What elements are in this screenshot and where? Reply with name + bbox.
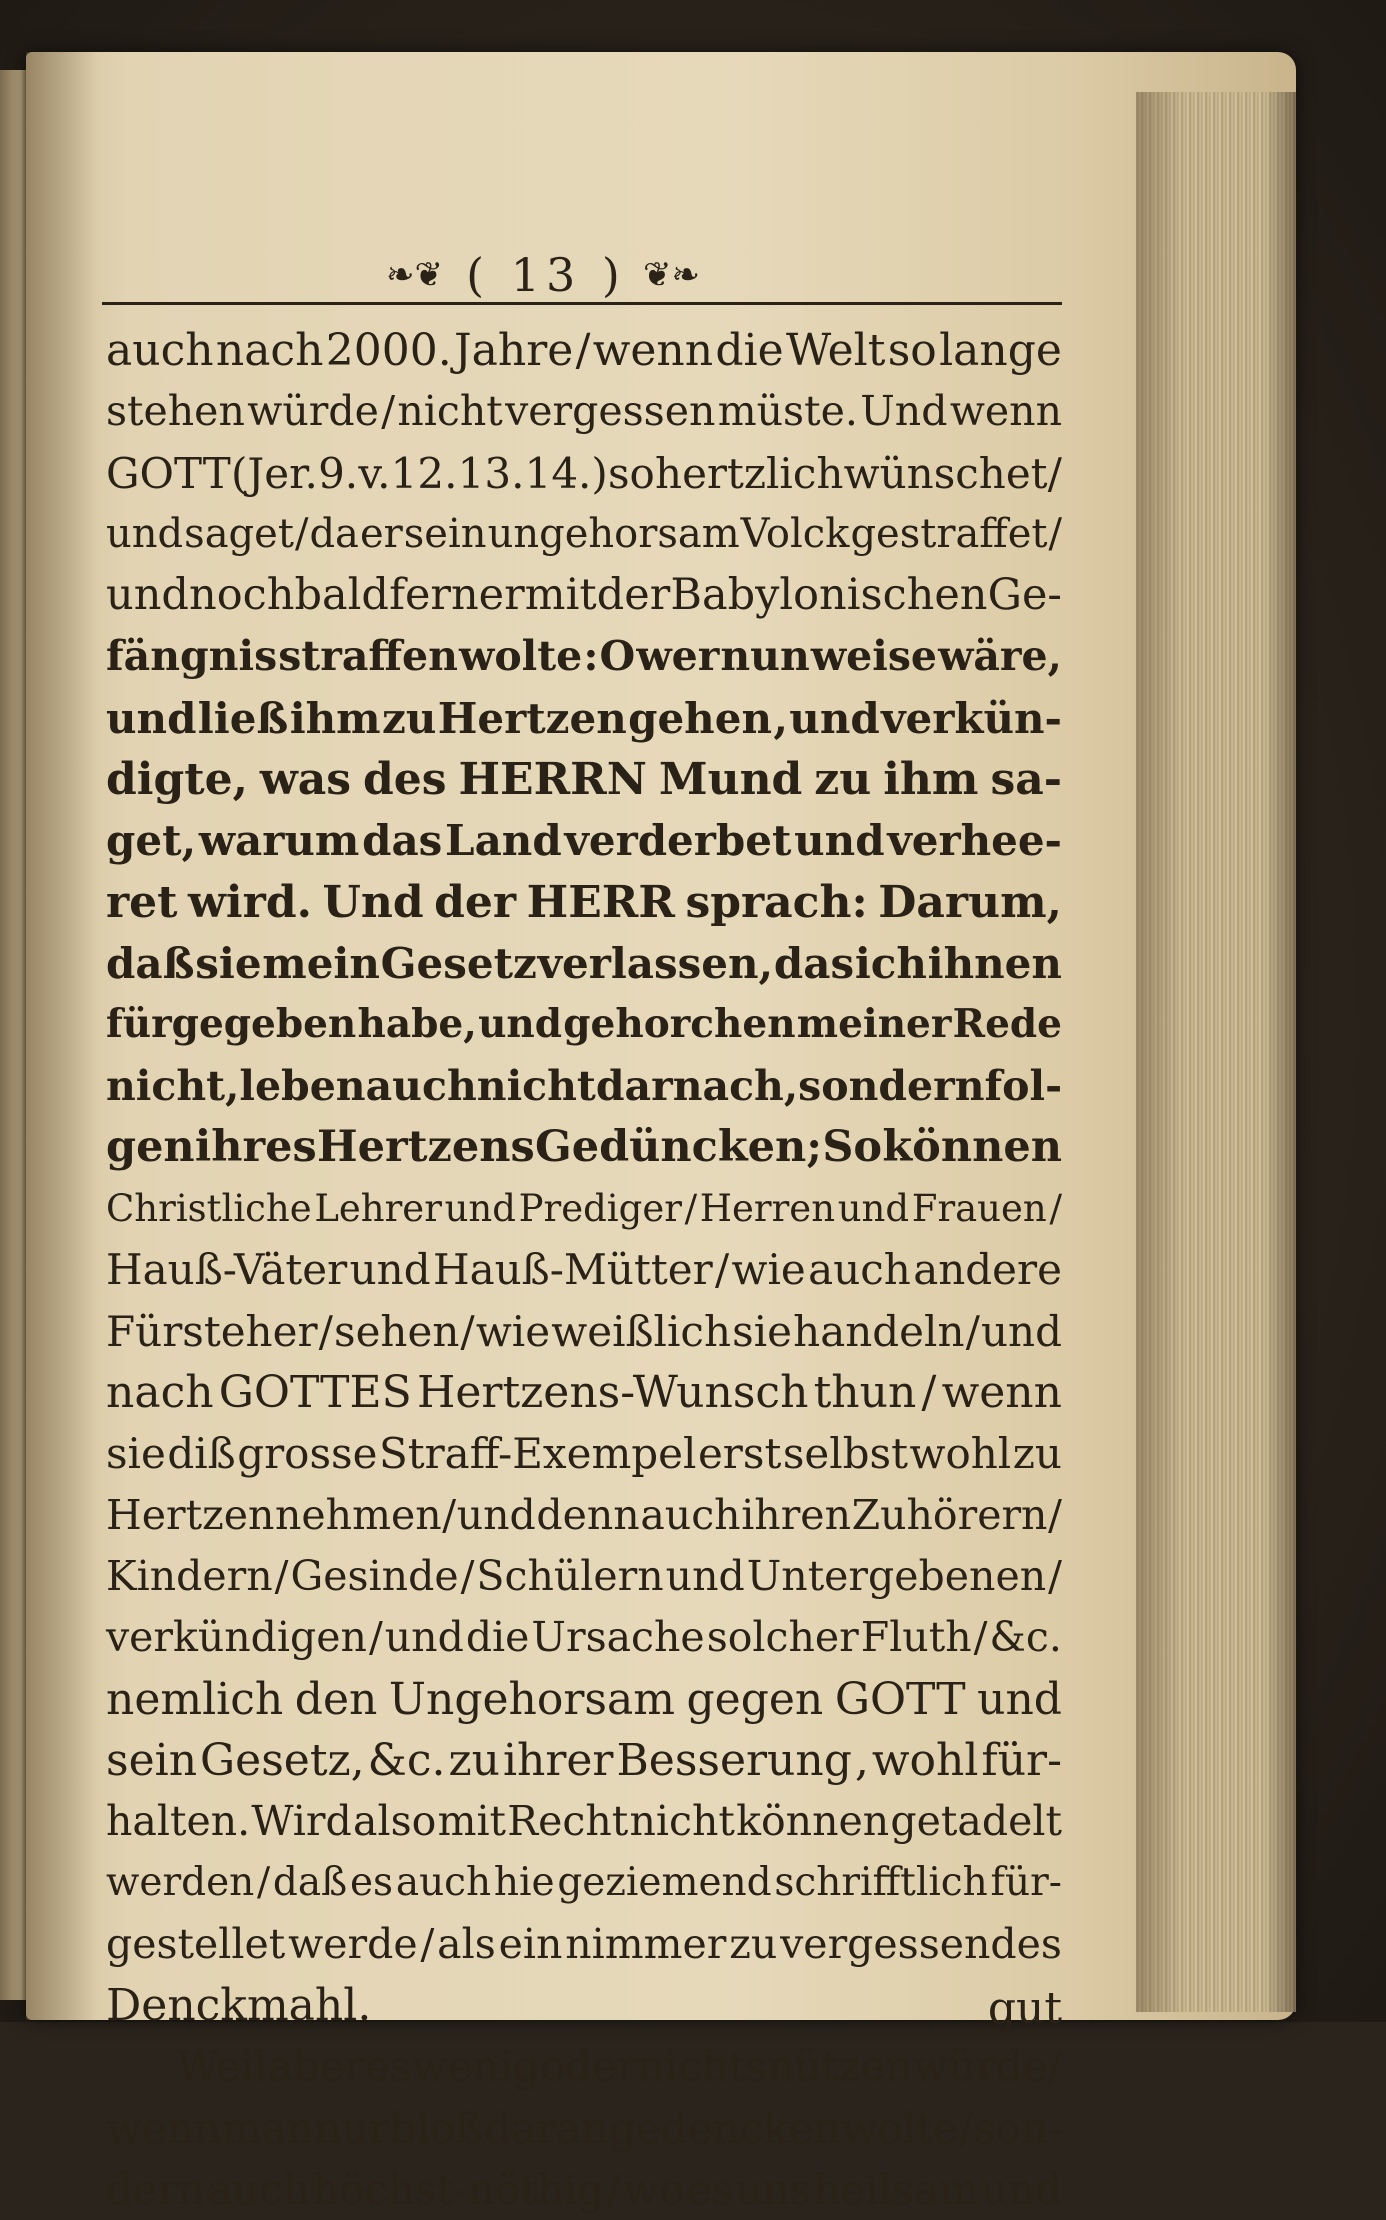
gutter-shadow: [26, 52, 96, 2020]
text-line: Denckmahl.: [106, 1980, 372, 2032]
text-line: und ließ ihm zu Hertzen gehen , und verkün-: [106, 693, 1062, 743]
text-line: halten. Wird also mit Recht nicht können getadelt: [106, 1797, 1062, 1846]
text-line: wenn man nur bloß daran gedencken wolte / son-: [106, 2103, 1062, 2153]
text-line: verkündigen / und die Ursache solcher Fluth / &c.: [106, 1613, 1062, 1662]
text-line: ret wird. Und der HERR sprach: Darum,: [106, 876, 1062, 928]
text-line: Kindern / Gesinde / Schülern und Untergebenen /: [106, 1551, 1062, 1600]
text-line: gen ihres Hertzens Gedüncken; So können: [106, 1121, 1062, 1172]
text-line: sein Gesetz, &c. zu ihrer Besserung , wohl für-: [106, 1734, 1062, 1786]
text-line: und saget / da er sein ungehorsam Volck gestraffet /: [106, 510, 1062, 557]
text-line: gestellet werde / als ein nimmer zu vergessendes: [106, 1919, 1062, 1968]
page-block-shade: [1136, 92, 1296, 2012]
text-line: auch nach 2000. Jahre / wenn die Welt so lange: [106, 325, 1062, 376]
text-line: digte, was des HERRN Mund zu ihm sa-: [106, 754, 1062, 806]
text-line: nemlich den Ungehorsam gegen GOTT und: [106, 1673, 1062, 1725]
text-line: Hertzen nehmen / und denn auch ihren Zuhörern /: [106, 1490, 1062, 1539]
text-line: fürgegeben habe, und gehorchen meiner Rede: [106, 1001, 1062, 1048]
text-line: Fürsteher / sehen / wie weißlich sie handeln / und: [106, 1306, 1062, 1356]
text-line: und noch bald ferner mit der Babylonischen Ge-: [106, 570, 1062, 621]
text-line: dern auch höchst-nöthig / wo es uns heilsam und: [106, 2164, 1062, 2214]
book-page: [26, 52, 1296, 2214]
text-line: fängnis straffen wolte : O wer nun weise wäre,: [106, 632, 1062, 681]
text-line: werden / daß es auch hie geziemend schrifftlich für-: [106, 1860, 1062, 1906]
text-line: Hauß-Väter und Hauß-Mütter / wie auch andere: [106, 1245, 1062, 1295]
text-line: Christliche Lehrer und Prediger / Herren und Frauen /: [106, 1187, 1062, 1231]
catchword: gut: [987, 1983, 1062, 2034]
text-line: sie diß grosse Straff-Exempel erst selbst wohl zu: [106, 1429, 1062, 1479]
text-line: GOTT (Jer. 9. v. 12. 13. 14.) so hertzlich wünschet /: [106, 448, 1062, 498]
text-line: stehen würde / nicht vergessen müste. Und wenn: [106, 387, 1062, 436]
text-line: get, warum das Land verderbet und verhee-: [106, 816, 1062, 866]
body-text: [106, 320, 1062, 2220]
text-line: Weil aber es wenig oder nichts nützen würde /: [176, 2042, 1062, 2092]
page-number: ( 13 ): [466, 248, 626, 302]
text-line: nicht, leben auch nicht darnach, sondern fol-: [106, 1061, 1063, 1110]
running-head: [26, 208, 1186, 308]
text-line: nach GOTTES Hertzens-Wunsch thun / wenn: [106, 1367, 1062, 1419]
ornament-right: ❦❧: [643, 255, 700, 295]
header-rule: [102, 302, 1062, 305]
text-line: daß sie mein Gesetz verlassen, das ich ihnen: [106, 938, 1062, 988]
ornament-left: ❧❦: [386, 255, 443, 295]
